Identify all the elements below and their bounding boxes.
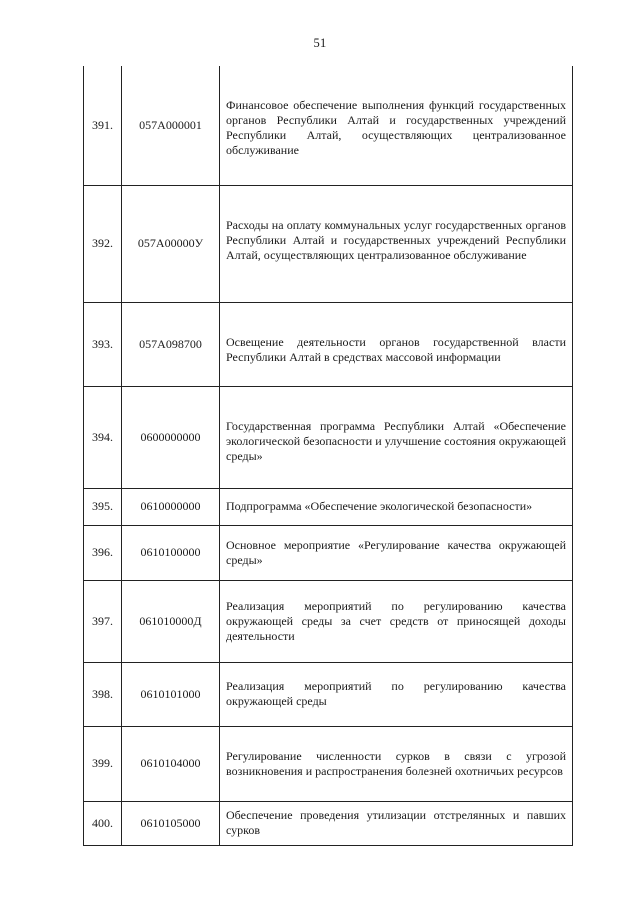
table-row — [84, 801, 573, 845]
row-number: 392. — [84, 185, 122, 302]
row-description: Обеспечение проведения утилизации отстрелянных и павших сурков — [220, 801, 573, 845]
row-description: Государственная программа Республики Алтай «Обеспечение экологической безопасности и улучшение состояния окружающей среды» — [220, 386, 573, 488]
row-description: Основное мероприятие «Регулирование качества окружающей среды» — [220, 525, 573, 580]
row-code: 061010000Д — [122, 580, 220, 662]
row-description: Подпрограмма «Обеспечение экологической безопасности» — [220, 488, 573, 525]
row-description: Реализация мероприятий по регулированию качества окружающей среды — [220, 662, 573, 726]
row-code: 0610101000 — [122, 662, 220, 726]
row-code: 0610105000 — [122, 801, 220, 845]
row-code: 0610100000 — [122, 525, 220, 580]
row-code: 057А000001 — [122, 66, 220, 185]
row-number: 397. — [84, 580, 122, 662]
row-number: 396. — [84, 525, 122, 580]
row-number: 398. — [84, 662, 122, 726]
row-description: Регулирование численности сурков в связи с угрозой возникновения и распространения болезней охотничьих ресурсов — [220, 726, 573, 801]
table-row — [84, 386, 573, 488]
page-number: 51 — [313, 36, 327, 50]
table-row — [84, 66, 573, 185]
table-row — [84, 488, 573, 525]
row-number: 391. — [84, 66, 122, 185]
row-description: Расходы на оплату коммунальных услуг государственных органов Республики Алтай и государственных учреждений Республики Алтай, осуществляющих централизованное обслуживание — [220, 185, 573, 302]
row-description: Освещение деятельности органов государственной власти Республики Алтай в средствах массовой информации — [220, 302, 573, 386]
row-number: 400. — [84, 801, 122, 845]
row-description: Реализация мероприятий по регулированию качества окружающей среды за счет средств от приносящей доходы деятельности — [220, 580, 573, 662]
table-row — [84, 185, 573, 302]
row-number: 395. — [84, 488, 122, 525]
table-row — [84, 726, 573, 801]
row-description: Финансовое обеспечение выполнения функций государственных органов Республики Алтай и государственных учреждений Республики Алтай, осуществляющих централизованное обслуживание — [220, 66, 573, 185]
row-code: 0610000000 — [122, 488, 220, 525]
row-code: 057А00000У — [122, 185, 220, 302]
row-code: 057А098700 — [122, 302, 220, 386]
table-row — [84, 525, 573, 580]
table-row — [84, 662, 573, 726]
row-number: 393. — [84, 302, 122, 386]
table-row — [84, 580, 573, 662]
row-number: 394. — [84, 386, 122, 488]
classification-table — [83, 66, 573, 846]
row-number: 399. — [84, 726, 122, 801]
row-code: 0600000000 — [122, 386, 220, 488]
row-code: 0610104000 — [122, 726, 220, 801]
table-row — [84, 302, 573, 386]
